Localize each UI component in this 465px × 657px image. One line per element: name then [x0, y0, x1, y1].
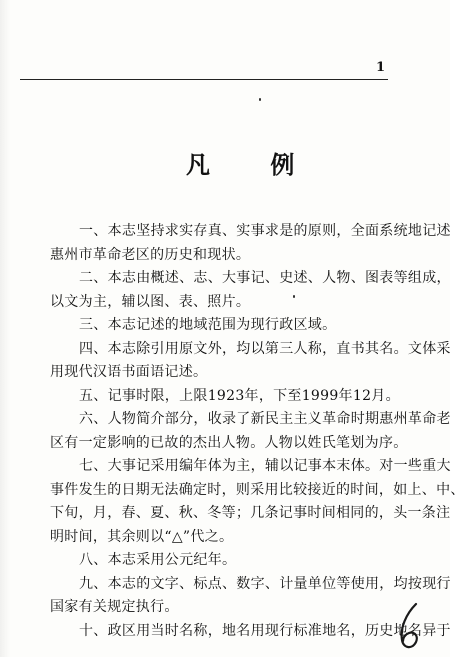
paragraph-first-line: 一、本志坚持求实存真、实事求是的原则，全面系统地记述: [79, 223, 451, 239]
paragraph-first-line: 八、本志采用公元纪年。: [79, 552, 237, 568]
page-number: 1: [376, 60, 386, 75]
paragraph-line: 区有一定影响的已故的杰出人物。人物以姓氏笔划为序。: [50, 434, 408, 451]
paragraph-first-line: 二、本志由概述、志、大事记、史述、人物、图表等组成，: [79, 270, 451, 286]
scan-speck: [259, 98, 261, 101]
header-rule: [20, 79, 388, 80]
paragraph-first-line: 九、本志的文字、标点、数字、计量单位等使用，均按现行: [79, 575, 451, 592]
paragraph-line: 惠州市革命老区的历史和现状。: [50, 246, 251, 263]
page-title: 凡 例: [186, 150, 321, 179]
paragraph-line: 用现代汉语书面语记述。: [50, 364, 208, 380]
paragraph-first-line: 五、记事时限，上限1923年，下至1999年12月。: [79, 387, 400, 404]
page-edge-shadow: [0, 0, 10, 657]
handwritten-page-mark: [394, 600, 428, 652]
paragraph-line: 事件发生的日期无法确定时，则采用比较接近的时间，如上、中、: [50, 481, 465, 498]
paragraph-line: 国家有关规定执行。: [50, 599, 179, 615]
paragraph-first-line: 六、人物简介部分，收录了新民主主义革命时期惠州革命老: [79, 411, 451, 427]
paragraph-first-line: 七、大事记采用编年体为主，辅以记事本末体。对一些重大: [79, 458, 451, 474]
body-text: [50, 220, 465, 643]
paragraph-line: 以文为主，辅以图、表、照片。: [50, 293, 251, 310]
paragraph-first-line: 十、政区用当时名称，地名用现行标准地名，历史地名异于: [79, 622, 451, 639]
paragraph-first-line: 四、本志除引用原文外，均以第三人称，直书其名。文体采: [79, 340, 451, 357]
paragraph-line: 下旬，月，春、夏、秋、冬等；几条记事时间相同的，头一条注: [50, 505, 451, 521]
paragraph-first-line: 三、本志记述的地域范围为现行政区域。: [79, 317, 337, 333]
paragraph-line: 明时间，其余则以“△”代之。: [50, 528, 234, 545]
